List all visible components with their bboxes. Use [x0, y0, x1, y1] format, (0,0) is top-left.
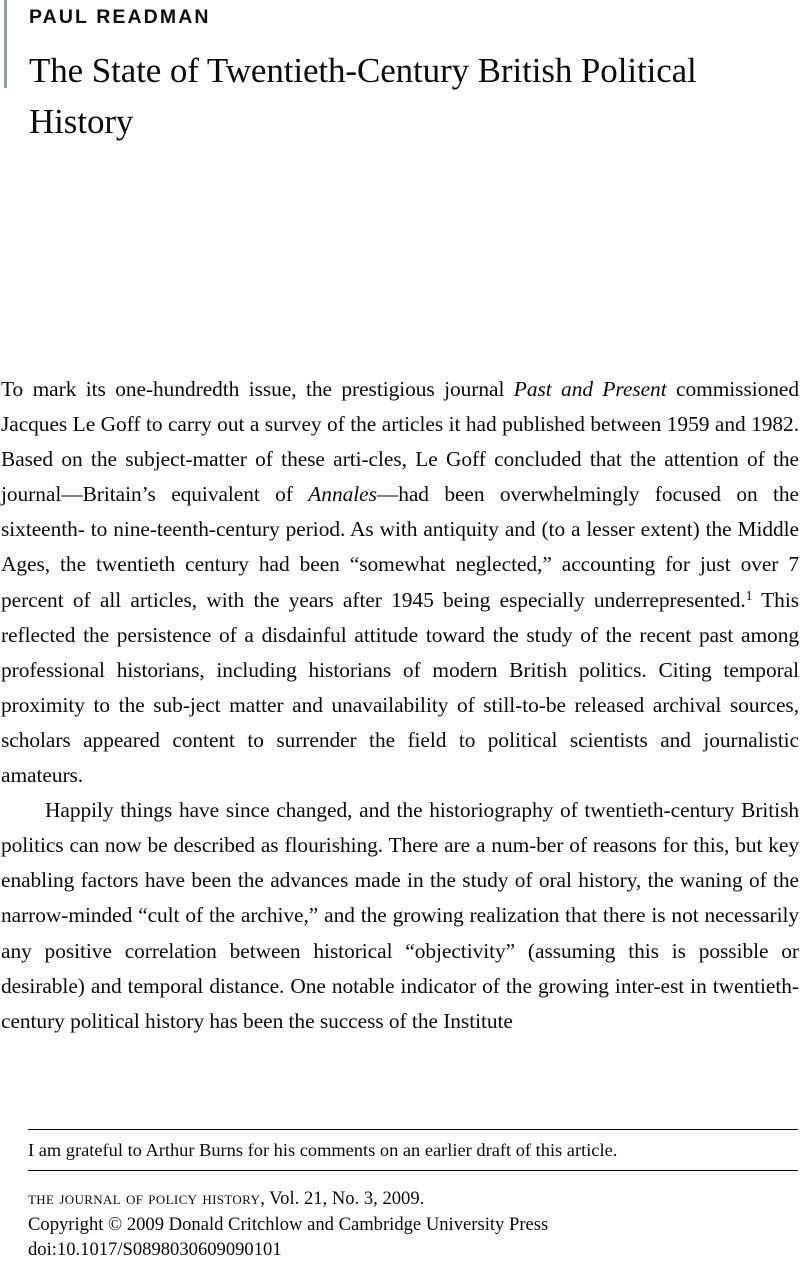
paragraph-1-segment-4: This reflected the persistence of a disdainful attitude toward the study of the recent past among professional historians, including historians of modern British politics. Citing temporal proximity to the sub-ject matter and unavailability of still-to-be released archival sources, scholars appeared content to surrender the field to political scientists and journalistic amateurs.	[1, 587, 799, 788]
body-paragraph-2: Happily things have since changed, and the historiography of twentieth-century British politics can now be described as flourishing. There are a num-ber of reasons for this, but key enabling factors have been the advances made in the study of oral history, the waning of the narrow-minded “cult of the archive,” and the growing realization that there is not necessarily any positive correlation between historical “objectivity” (assuming this is possible or desirable) and temporal distance. One notable indicator of the growing inter-est in twentieth-century political history has been the success of the Institute	[1, 798, 799, 1033]
paragraph-1-segment-1: To mark its one-hundredth issue, the prestigious journal	[1, 377, 514, 401]
page-title: The State of Twentieth-Century British Political History	[29, 50, 697, 141]
paragraph-1-segment-3: —had been overwhelmingly focused on the sixteenth- to nine-teenth-century period. As with antiquity and (to a lesser extent) the Middle Ages, the twentieth century had been “somewhat neglected,” accounting for just over 7 percent of all articles, with the years after 1945 being especially underrepresented.	[1, 482, 799, 612]
acknowledgment-note: I am grateful to Arthur Burns for his comments on an earlier draft of this article.	[28, 1140, 618, 1160]
article-header	[29, 0, 769, 147]
footnote-rule-bottom	[28, 1170, 798, 1171]
body-paragraph-1	[1, 372, 799, 793]
journal-name: the journal of policy history	[28, 1188, 261, 1209]
author-name: PAUL READMAN	[29, 6, 211, 28]
paragraph-1-segment-2: commissioned Jacques Le Goff to carry out a survey of the articles it had published between 1959 and 1982. Based on the subject-matter of these arti-cles, Le Goff concluded that the attention of the journal—Britain’s equivalent of	[1, 377, 799, 507]
journal-imprint	[28, 1186, 798, 1263]
article-body	[1, 372, 799, 1039]
journal-title-annales: Annales	[308, 482, 377, 507]
footnote-block	[28, 1129, 798, 1171]
copyright-line: Copyright © 2009 Donald Critchlow and Cambridge University Press	[28, 1213, 549, 1235]
imprint-journal-line	[28, 1186, 798, 1212]
doi-line: doi:10.1017/S0898030609090101	[28, 1239, 282, 1261]
journal-volume-issue-year: , Vol. 21, No. 3, 2009.	[260, 1188, 425, 1209]
journal-title-past-and-present: Past and Present	[513, 377, 667, 401]
footnote-marker-1[interactable]: 1	[745, 587, 753, 603]
left-edge-rule	[4, 0, 7, 88]
